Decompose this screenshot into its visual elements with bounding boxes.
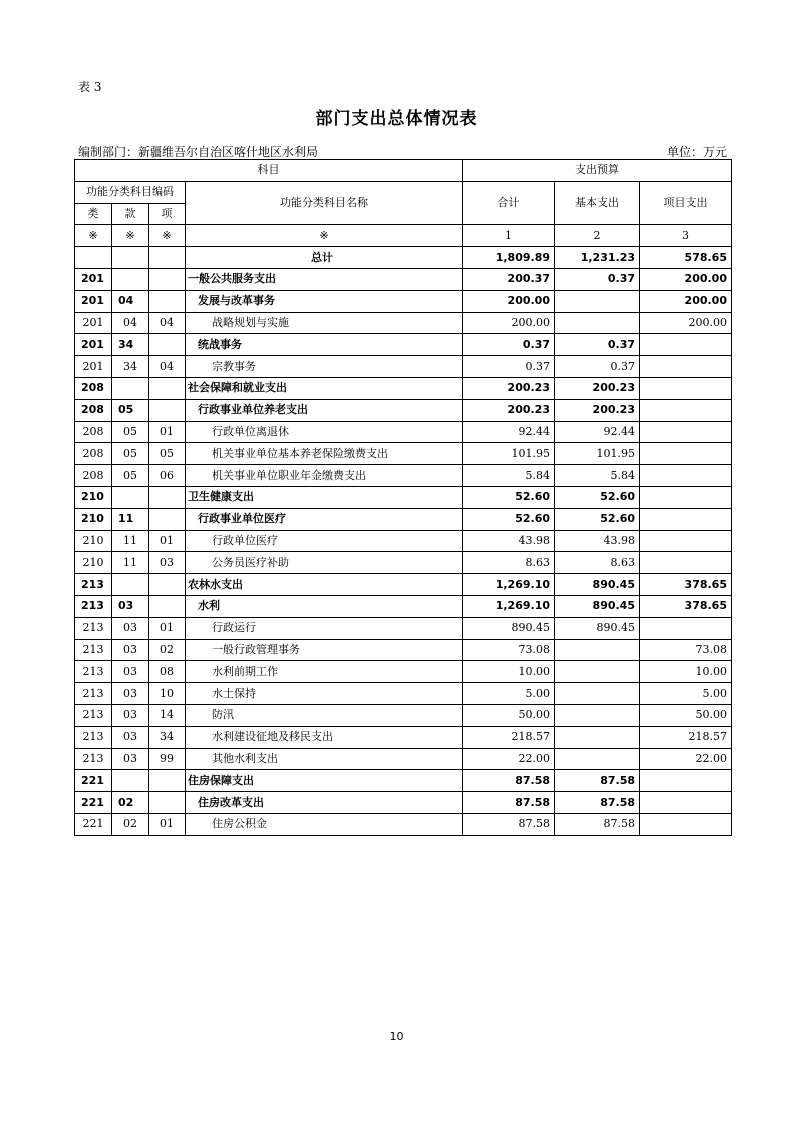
table-row <box>75 334 732 356</box>
mark-cell: ※ <box>149 225 186 247</box>
cell-xiang: 01 <box>149 530 186 552</box>
cell-kuan: 11 <box>112 552 149 574</box>
cell-total: 43.98 <box>463 530 555 552</box>
cell-lei: 213 <box>75 661 112 683</box>
cell-project <box>640 399 732 421</box>
table-row <box>75 443 732 465</box>
cell-kuan: 03 <box>112 617 149 639</box>
cell-lei: 213 <box>75 748 112 770</box>
cell-lei: 201 <box>75 334 112 356</box>
cell-project <box>640 508 732 530</box>
cell-project: 378.65 <box>640 574 732 596</box>
cell-basic: 87.58 <box>555 770 640 792</box>
cell-total: 52.60 <box>463 508 555 530</box>
cell-lei: 201 <box>75 268 112 290</box>
cell-xiang <box>149 399 186 421</box>
cell-xiang <box>149 574 186 596</box>
cell-lei: 210 <box>75 508 112 530</box>
cell-lei: 210 <box>75 486 112 508</box>
cell-name: 防汛 <box>186 704 463 726</box>
cell-basic: 8.63 <box>555 552 640 574</box>
cell-lei: 213 <box>75 595 112 617</box>
cell-name: 公务员医疗补助 <box>186 552 463 574</box>
cell-kuan: 03 <box>112 704 149 726</box>
cell-total: 5.00 <box>463 683 555 705</box>
table-row <box>75 813 732 835</box>
cell-total: 1,809.89 <box>463 247 555 269</box>
cell-lei: 201 <box>75 290 112 312</box>
cell-name: 农林水支出 <box>186 574 463 596</box>
cell-project <box>640 813 732 835</box>
cell-xiang <box>149 247 186 269</box>
cell-basic <box>555 748 640 770</box>
cell-kuan: 05 <box>112 465 149 487</box>
cell-name: 宗教事务 <box>186 356 463 378</box>
cell-total: 0.37 <box>463 334 555 356</box>
unit-label: 单位：万元 <box>666 145 727 159</box>
table-row <box>75 704 732 726</box>
table-row <box>75 661 732 683</box>
cell-name: 住房公积金 <box>186 813 463 835</box>
cell-name: 其他水利支出 <box>186 748 463 770</box>
cell-project: 218.57 <box>640 726 732 748</box>
cell-kuan: 05 <box>112 443 149 465</box>
cell-xiang <box>149 486 186 508</box>
cell-xiang: 03 <box>149 552 186 574</box>
cell-xiang <box>149 792 186 814</box>
cell-project <box>640 377 732 399</box>
cell-kuan: 34 <box>112 356 149 378</box>
cell-project: 5.00 <box>640 683 732 705</box>
cell-basic: 200.23 <box>555 399 640 421</box>
cell-total: 52.60 <box>463 486 555 508</box>
cell-basic: 87.58 <box>555 792 640 814</box>
table-row <box>75 399 732 421</box>
header-row-1 <box>75 160 732 182</box>
cell-kuan: 05 <box>112 421 149 443</box>
cell-basic: 0.37 <box>555 356 640 378</box>
cell-total: 10.00 <box>463 661 555 683</box>
table-row <box>75 770 732 792</box>
cell-basic: 101.95 <box>555 443 640 465</box>
index-cell: 3 <box>640 225 732 247</box>
cell-total: 200.23 <box>463 399 555 421</box>
cell-xiang: 01 <box>149 421 186 443</box>
cell-basic <box>555 704 640 726</box>
cell-lei: 208 <box>75 377 112 399</box>
cell-project: 378.65 <box>640 595 732 617</box>
cell-kuan: 34 <box>112 334 149 356</box>
cell-basic: 200.23 <box>555 377 640 399</box>
cell-total: 8.63 <box>463 552 555 574</box>
table-row <box>75 683 732 705</box>
cell-total: 1,269.10 <box>463 595 555 617</box>
cell-name: 行政事业单位养老支出 <box>186 399 463 421</box>
cell-total: 101.95 <box>463 443 555 465</box>
cell-project <box>640 552 732 574</box>
table-row <box>75 617 732 639</box>
cell-kuan: 03 <box>112 661 149 683</box>
mark-cell: ※ <box>186 225 463 247</box>
cell-project: 200.00 <box>640 290 732 312</box>
cell-basic <box>555 726 640 748</box>
cell-name: 机关事业单位职业年金缴费支出 <box>186 465 463 487</box>
cell-kuan: 11 <box>112 508 149 530</box>
cell-project <box>640 334 732 356</box>
cell-total: 890.45 <box>463 617 555 639</box>
cell-xiang: 99 <box>149 748 186 770</box>
cell-lei: 201 <box>75 312 112 334</box>
cell-project: 578.65 <box>640 247 732 269</box>
cell-name: 水利 <box>186 595 463 617</box>
cell-name: 一般行政管理事务 <box>186 639 463 661</box>
cell-total: 218.57 <box>463 726 555 748</box>
xiang-header: 项 <box>149 203 186 225</box>
cell-basic: 0.37 <box>555 268 640 290</box>
cell-total: 0.37 <box>463 356 555 378</box>
kuan-header: 款 <box>112 203 149 225</box>
cell-name: 水土保持 <box>186 683 463 705</box>
table-row <box>75 465 732 487</box>
table-row <box>75 421 732 443</box>
cell-total: 200.00 <box>463 312 555 334</box>
cell-kuan: 03 <box>112 748 149 770</box>
cell-basic <box>555 312 640 334</box>
cell-total: 200.00 <box>463 290 555 312</box>
cell-project: 10.00 <box>640 661 732 683</box>
table-number-label: 表 3 <box>78 80 102 94</box>
table-row <box>75 792 732 814</box>
mark-cell: ※ <box>75 225 112 247</box>
cell-lei: 221 <box>75 813 112 835</box>
cell-xiang <box>149 290 186 312</box>
cell-kuan: 03 <box>112 595 149 617</box>
cell-project <box>640 421 732 443</box>
table-row <box>75 748 732 770</box>
cell-xiang: 14 <box>149 704 186 726</box>
cell-total: 1,269.10 <box>463 574 555 596</box>
budget-header: 支出预算 <box>463 160 732 182</box>
cell-total: 87.58 <box>463 770 555 792</box>
cell-name: 卫生健康支出 <box>186 486 463 508</box>
cell-basic: 87.58 <box>555 813 640 835</box>
cell-project: 50.00 <box>640 704 732 726</box>
cell-kuan: 03 <box>112 683 149 705</box>
cell-lei: 210 <box>75 552 112 574</box>
cell-lei: 213 <box>75 704 112 726</box>
cell-total: 200.37 <box>463 268 555 290</box>
cell-xiang: 02 <box>149 639 186 661</box>
cell-name: 一般公共服务支出 <box>186 268 463 290</box>
cell-kuan: 04 <box>112 312 149 334</box>
table-body <box>75 160 732 836</box>
cell-xiang: 05 <box>149 443 186 465</box>
cell-lei: 208 <box>75 443 112 465</box>
project-header: 项目支出 <box>640 181 732 225</box>
cell-name: 水利前期工作 <box>186 661 463 683</box>
index-cell: 1 <box>463 225 555 247</box>
cell-lei: 208 <box>75 421 112 443</box>
cell-kuan: 11 <box>112 530 149 552</box>
table-row <box>75 639 732 661</box>
cell-xiang <box>149 595 186 617</box>
cell-xiang: 10 <box>149 683 186 705</box>
cell-project <box>640 530 732 552</box>
cell-basic: 1,231.23 <box>555 247 640 269</box>
cell-basic: 890.45 <box>555 617 640 639</box>
table-row <box>75 486 732 508</box>
cell-lei: 221 <box>75 770 112 792</box>
cell-project <box>640 465 732 487</box>
cell-total: 87.58 <box>463 813 555 835</box>
table-row <box>75 508 732 530</box>
cell-lei: 213 <box>75 574 112 596</box>
cell-name: 行政事业单位医疗 <box>186 508 463 530</box>
cell-project <box>640 486 732 508</box>
lei-header: 类 <box>75 203 112 225</box>
cell-basic: 92.44 <box>555 421 640 443</box>
table-row <box>75 290 732 312</box>
cell-lei: 208 <box>75 399 112 421</box>
cell-name: 统战事务 <box>186 334 463 356</box>
cell-total: 200.23 <box>463 377 555 399</box>
cell-kuan <box>112 268 149 290</box>
cell-name: 水利建设征地及移民支出 <box>186 726 463 748</box>
department-label: 编制部门：新疆维吾尔自治区喀什地区水利局 <box>78 145 319 159</box>
table-row <box>75 595 732 617</box>
cell-xiang: 01 <box>149 617 186 639</box>
cell-basic: 890.45 <box>555 595 640 617</box>
cell-lei: 213 <box>75 617 112 639</box>
cell-name: 住房改革支出 <box>186 792 463 814</box>
cell-kuan: 02 <box>112 792 149 814</box>
cell-lei: 213 <box>75 639 112 661</box>
index-row <box>75 225 732 247</box>
cell-total: 92.44 <box>463 421 555 443</box>
table-row <box>75 377 732 399</box>
table-row <box>75 530 732 552</box>
header-row-2 <box>75 181 732 203</box>
cell-project <box>640 443 732 465</box>
expenditure-table <box>74 159 732 836</box>
cell-xiang <box>149 377 186 399</box>
cell-project: 22.00 <box>640 748 732 770</box>
cell-xiang: 06 <box>149 465 186 487</box>
cell-basic: 5.84 <box>555 465 640 487</box>
cell-xiang: 01 <box>149 813 186 835</box>
cell-kuan <box>112 574 149 596</box>
cell-kuan: 03 <box>112 639 149 661</box>
cell-project: 73.08 <box>640 639 732 661</box>
cell-xiang <box>149 268 186 290</box>
cell-kuan <box>112 770 149 792</box>
cell-total: 87.58 <box>463 792 555 814</box>
cell-lei: 213 <box>75 726 112 748</box>
table-row <box>75 247 732 269</box>
code-group-header: 功能分类科目编码 <box>75 181 186 203</box>
table-row <box>75 268 732 290</box>
cell-name: 发展与改革事务 <box>186 290 463 312</box>
cell-basic: 890.45 <box>555 574 640 596</box>
cell-xiang: 34 <box>149 726 186 748</box>
cell-xiang <box>149 508 186 530</box>
cell-xiang: 04 <box>149 312 186 334</box>
cell-project <box>640 356 732 378</box>
cell-kuan: 04 <box>112 290 149 312</box>
table-row <box>75 574 732 596</box>
cell-name: 行政单位离退休 <box>186 421 463 443</box>
cell-kuan: 05 <box>112 399 149 421</box>
basic-header: 基本支出 <box>555 181 640 225</box>
cell-total: 73.08 <box>463 639 555 661</box>
cell-lei: 210 <box>75 530 112 552</box>
cell-xiang: 04 <box>149 356 186 378</box>
cell-basic <box>555 290 640 312</box>
cell-name: 行政运行 <box>186 617 463 639</box>
cell-name: 行政单位医疗 <box>186 530 463 552</box>
cell-kuan <box>112 377 149 399</box>
cell-xiang <box>149 770 186 792</box>
cell-project: 200.00 <box>640 268 732 290</box>
cell-basic: 52.60 <box>555 486 640 508</box>
cell-total: 5.84 <box>463 465 555 487</box>
cell-lei: 213 <box>75 683 112 705</box>
name-header: 功能分类科目名称 <box>186 181 463 225</box>
cell-lei: 201 <box>75 356 112 378</box>
cell-project <box>640 792 732 814</box>
table-row <box>75 726 732 748</box>
cell-project <box>640 617 732 639</box>
cell-total: 50.00 <box>463 704 555 726</box>
cell-name: 社会保障和就业支出 <box>186 377 463 399</box>
cell-name: 总计 <box>186 247 463 269</box>
index-cell: 2 <box>555 225 640 247</box>
cell-basic: 52.60 <box>555 508 640 530</box>
table-row <box>75 356 732 378</box>
table-row <box>75 552 732 574</box>
cell-xiang: 08 <box>149 661 186 683</box>
cell-project <box>640 770 732 792</box>
cell-lei: 221 <box>75 792 112 814</box>
cell-basic: 43.98 <box>555 530 640 552</box>
cell-lei <box>75 247 112 269</box>
cell-kuan: 02 <box>112 813 149 835</box>
cell-basic <box>555 661 640 683</box>
cell-lei: 208 <box>75 465 112 487</box>
cell-kuan <box>112 247 149 269</box>
cell-kuan: 03 <box>112 726 149 748</box>
cell-project: 200.00 <box>640 312 732 334</box>
subject-header: 科目 <box>75 160 463 182</box>
cell-name: 战略规划与实施 <box>186 312 463 334</box>
cell-basic <box>555 683 640 705</box>
mark-cell: ※ <box>112 225 149 247</box>
page-title: 部门支出总体情况表 <box>315 109 478 129</box>
cell-name: 住房保障支出 <box>186 770 463 792</box>
page-number: 10 <box>389 1030 404 1043</box>
table-row <box>75 312 732 334</box>
cell-basic: 0.37 <box>555 334 640 356</box>
cell-xiang <box>149 334 186 356</box>
cell-name: 机关事业单位基本养老保险缴费支出 <box>186 443 463 465</box>
cell-basic <box>555 639 640 661</box>
total-header: 合计 <box>463 181 555 225</box>
cell-kuan <box>112 486 149 508</box>
cell-total: 22.00 <box>463 748 555 770</box>
